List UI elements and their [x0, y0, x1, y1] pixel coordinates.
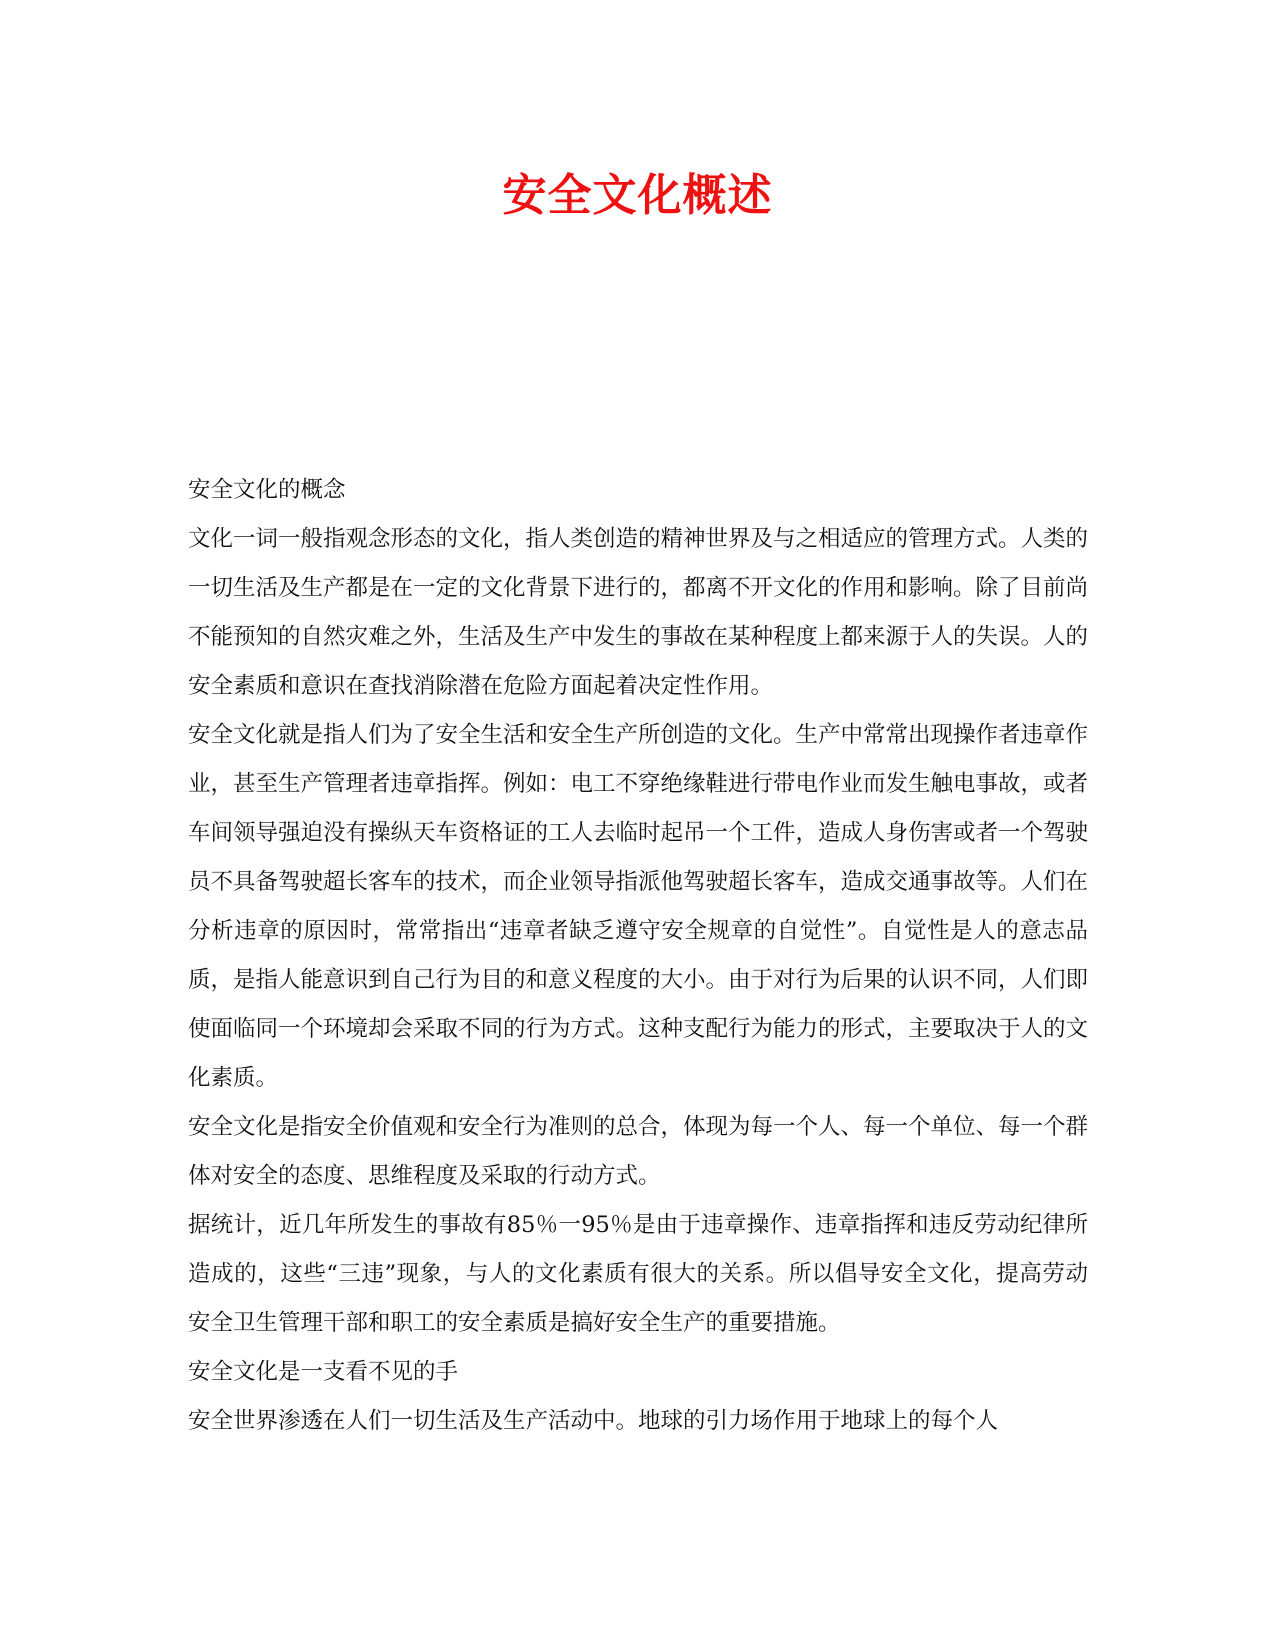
- document-title: 安全文化概述: [502, 170, 773, 221]
- paragraph-safety-culture-meaning: 安全文化就是指人们为了安全生活和安全生产所创造的文化。生产中常常出现操作者违章作业，甚至生产管理者违章指挥。例如：电工不穿绝缘鞋进行带电作业而发生触电事故，或者车间领导强迫没有操纵天车资格证的工人去临时起吊一个工件，造成人身伤害或者一个驾驶员不具备驾驶超长客车的技术，而企业领导指派他驾驶超长客车，造成交通事故等。人们在分析违章的原因时，常常指出“违章者缺乏遵守安全规章的自觉性”。自觉性是人的意志品质，是指人能意识到自己行为目的和意义程度的大小。由于对行为后果的认识不同，人们即使面临同一个环境却会采取不同的行为方式。这种支配行为能力的形式，主要取决于人的文化素质。: [188, 722, 1089, 1091]
- paragraph-statistics: 据统计，近几年所发生的事故有85％一95％是由于违章操作、违章指挥和违反劳动纪律所造成的，这些“三违”现象，与人的文化素质有很大的关系。所以倡导安全文化，提高劳动安全卫生管理干部和职工的安全素质是搞好安全生产的重要措施。: [188, 1212, 1088, 1336]
- paragraph-safety-world: 安全世界渗透在人们一切生活及生产活动中。地球的引力场作用于地球上的每个人: [188, 1408, 999, 1434]
- section-heading-invisible-hand: 安全文化是一支看不见的手: [188, 1359, 459, 1385]
- paragraph-safety-culture-values: 安全文化是指安全价值观和安全行为准则的总合，体现为每一个人、每一个单位、每一个群体对安全的态度、思维程度及采取的行动方式。: [188, 1114, 1089, 1189]
- document-body: [188, 466, 1088, 1446]
- paragraph-culture-definition: 文化一词一般指观念形态的文化，指人类创造的精神世界及与之相适应的管理方式。人类的一切生活及生产都是在一定的文化背景下进行的，都离不开文化的作用和影响。除了目前尚不能预知的自然灾难之外，生活及生产中发生的事故在某种程度上都来源于人的失误。人的安全素质和意识在查找消除潜在危险方面起着决定性作用。: [188, 526, 1089, 699]
- section-heading-concept: 安全文化的概念: [188, 477, 346, 503]
